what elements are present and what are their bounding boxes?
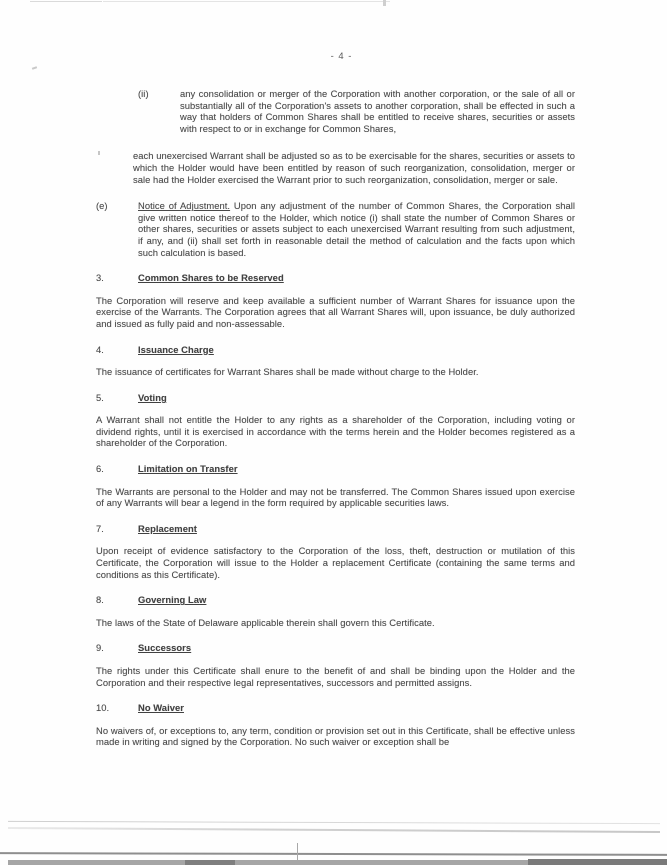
section-5-body: A Warrant shall not entitle the Holder to any rights as a shareholder of the Corporation, including voting or dividend rights, until it is exercised in accordance with the terms herein and the Holder becomes registered as a shareholder of the Corporation. (96, 414, 575, 449)
scan-artifact-margin-speck-2 (98, 151, 100, 155)
section-6-body: The Warrants are personal to the Holder and may not be transferred. The Common Shares issued upon exercise of any Warrants will bear a legend in the form required by applicable securities laws. (96, 485, 575, 509)
scan-artifact-bottom-faint-line-2 (8, 827, 660, 833)
clause-e (96, 200, 575, 258)
section-8-title: Governing Law (138, 594, 207, 606)
section-7-heading (96, 523, 575, 535)
section-10-body: No waivers of, or exceptions to, any term, condition or provision set out in this Certificate, shall be effective unless made in writing and signed by the Corporation. No such waiver or exception shall be (96, 724, 575, 748)
scan-artifact-bottom-band-speckle (185, 860, 235, 865)
clause-ii (96, 88, 575, 134)
section-9-number: 9. (96, 642, 104, 654)
section-8-heading (96, 594, 575, 606)
scan-artifact-bottom-dark-line (0, 852, 667, 856)
section-10-heading (96, 702, 575, 714)
section-6-number: 6. (96, 463, 104, 475)
section-3-title: Common Shares to be Reserved (138, 272, 284, 284)
section-7-number: 7. (96, 522, 104, 534)
page-number: - 4 - (330, 50, 353, 61)
section-9-heading (96, 642, 575, 654)
section-8-body: The laws of the State of Delaware applicable therein shall govern this Certificate. (96, 616, 435, 628)
section-10-number: 10. (96, 702, 110, 714)
scan-artifact-top-line-left (30, 1, 102, 2)
section-7-body: Upon receipt of evidence satisfactory to the Corporation of the loss, theft, destruction or mutilation of this Certificate, the Corporation will issue to the Holder a replacement Certificate (containing the same terms and conditions as this Certificate). (96, 545, 575, 580)
clause-e-marker: (e) (96, 200, 108, 212)
section-3-body: The Corporation will reserve and keep available a sufficient number of Warrant Shares for issuance upon the exercise of the Warrants. The Corporation agrees that all Warrant Shares will, upon issuance, be duly authorized and issued as fully paid and non-assessable. (96, 294, 575, 329)
section-3-number: 3. (96, 272, 104, 284)
section-6-title: Limitation on Transfer (138, 463, 238, 475)
scan-artifact-bottom-band-left (8, 860, 528, 865)
section-5-number: 5. (96, 391, 104, 403)
section-4-body: The issuance of certificates for Warrant Shares shall be made without charge to the Holder. (96, 366, 479, 378)
section-8-number: 8. (96, 594, 104, 606)
clause-e-lead: Notice of Adjustment. (138, 200, 231, 212)
section-7-title: Replacement (138, 522, 197, 534)
clause-ii-text: any consolidation or merger of the Corporation with another corporation, or the sale of all or substantially all of the Corporation's assets to another corporation, shall be effected in such a way that holders of Common Shares shall be entitled to receive shares, securities or assets with respect to or in exchange for Common Shares, (180, 88, 575, 134)
section-6-heading (96, 463, 575, 475)
section-5-heading (96, 392, 575, 404)
section-9-title: Successors (138, 642, 192, 654)
section-3-heading (96, 272, 575, 284)
scan-artifact-top-line-middle (103, 1, 390, 2)
section-5-title: Voting (138, 391, 167, 403)
section-4-number: 4. (96, 343, 104, 355)
clause-e-text (138, 200, 575, 258)
scan-artifact-top-tick (383, 0, 386, 6)
scan-artifact-bottom-band-right (528, 859, 667, 865)
clause-continuation-text: each unexercised Warrant shall be adjusted so as to be exercisable for the shares, securities or assets to which the Holder would have been entitled by reason of such reorganization, consolidation, merger or sale had the Holder exercised the Warrant prior to such reorganization, consolidation, merger or sale. (133, 150, 575, 185)
section-4-heading (96, 344, 575, 356)
scan-artifact-bottom-faint-line-1 (8, 821, 660, 824)
section-4-title: Issuance Charge (138, 343, 214, 355)
scan-artifact-margin-speck (32, 66, 37, 70)
clause-e-body: Upon any adjustment of the number of Common Shares, the Corporation shall give written notice thereof to the Holder, which notice (i) shall state the number of Common Shares or other shares, securities or assets subject to each unexercised Warrant resulting from such adjustment, if any, and (ii) shall set forth in reasonable detail the method of calculation and the facts upon which such calculation is based. (138, 200, 576, 258)
section-9-body: The rights under this Certificate shall enure to the benefit of and shall be binding upon the Holder and the Corporation and their respective legal representatives, successors and permitted assigns. (96, 665, 575, 688)
document-body (96, 88, 575, 748)
clause-ii-marker: (ii) (138, 88, 149, 99)
section-10-title: No Waiver (138, 702, 184, 714)
